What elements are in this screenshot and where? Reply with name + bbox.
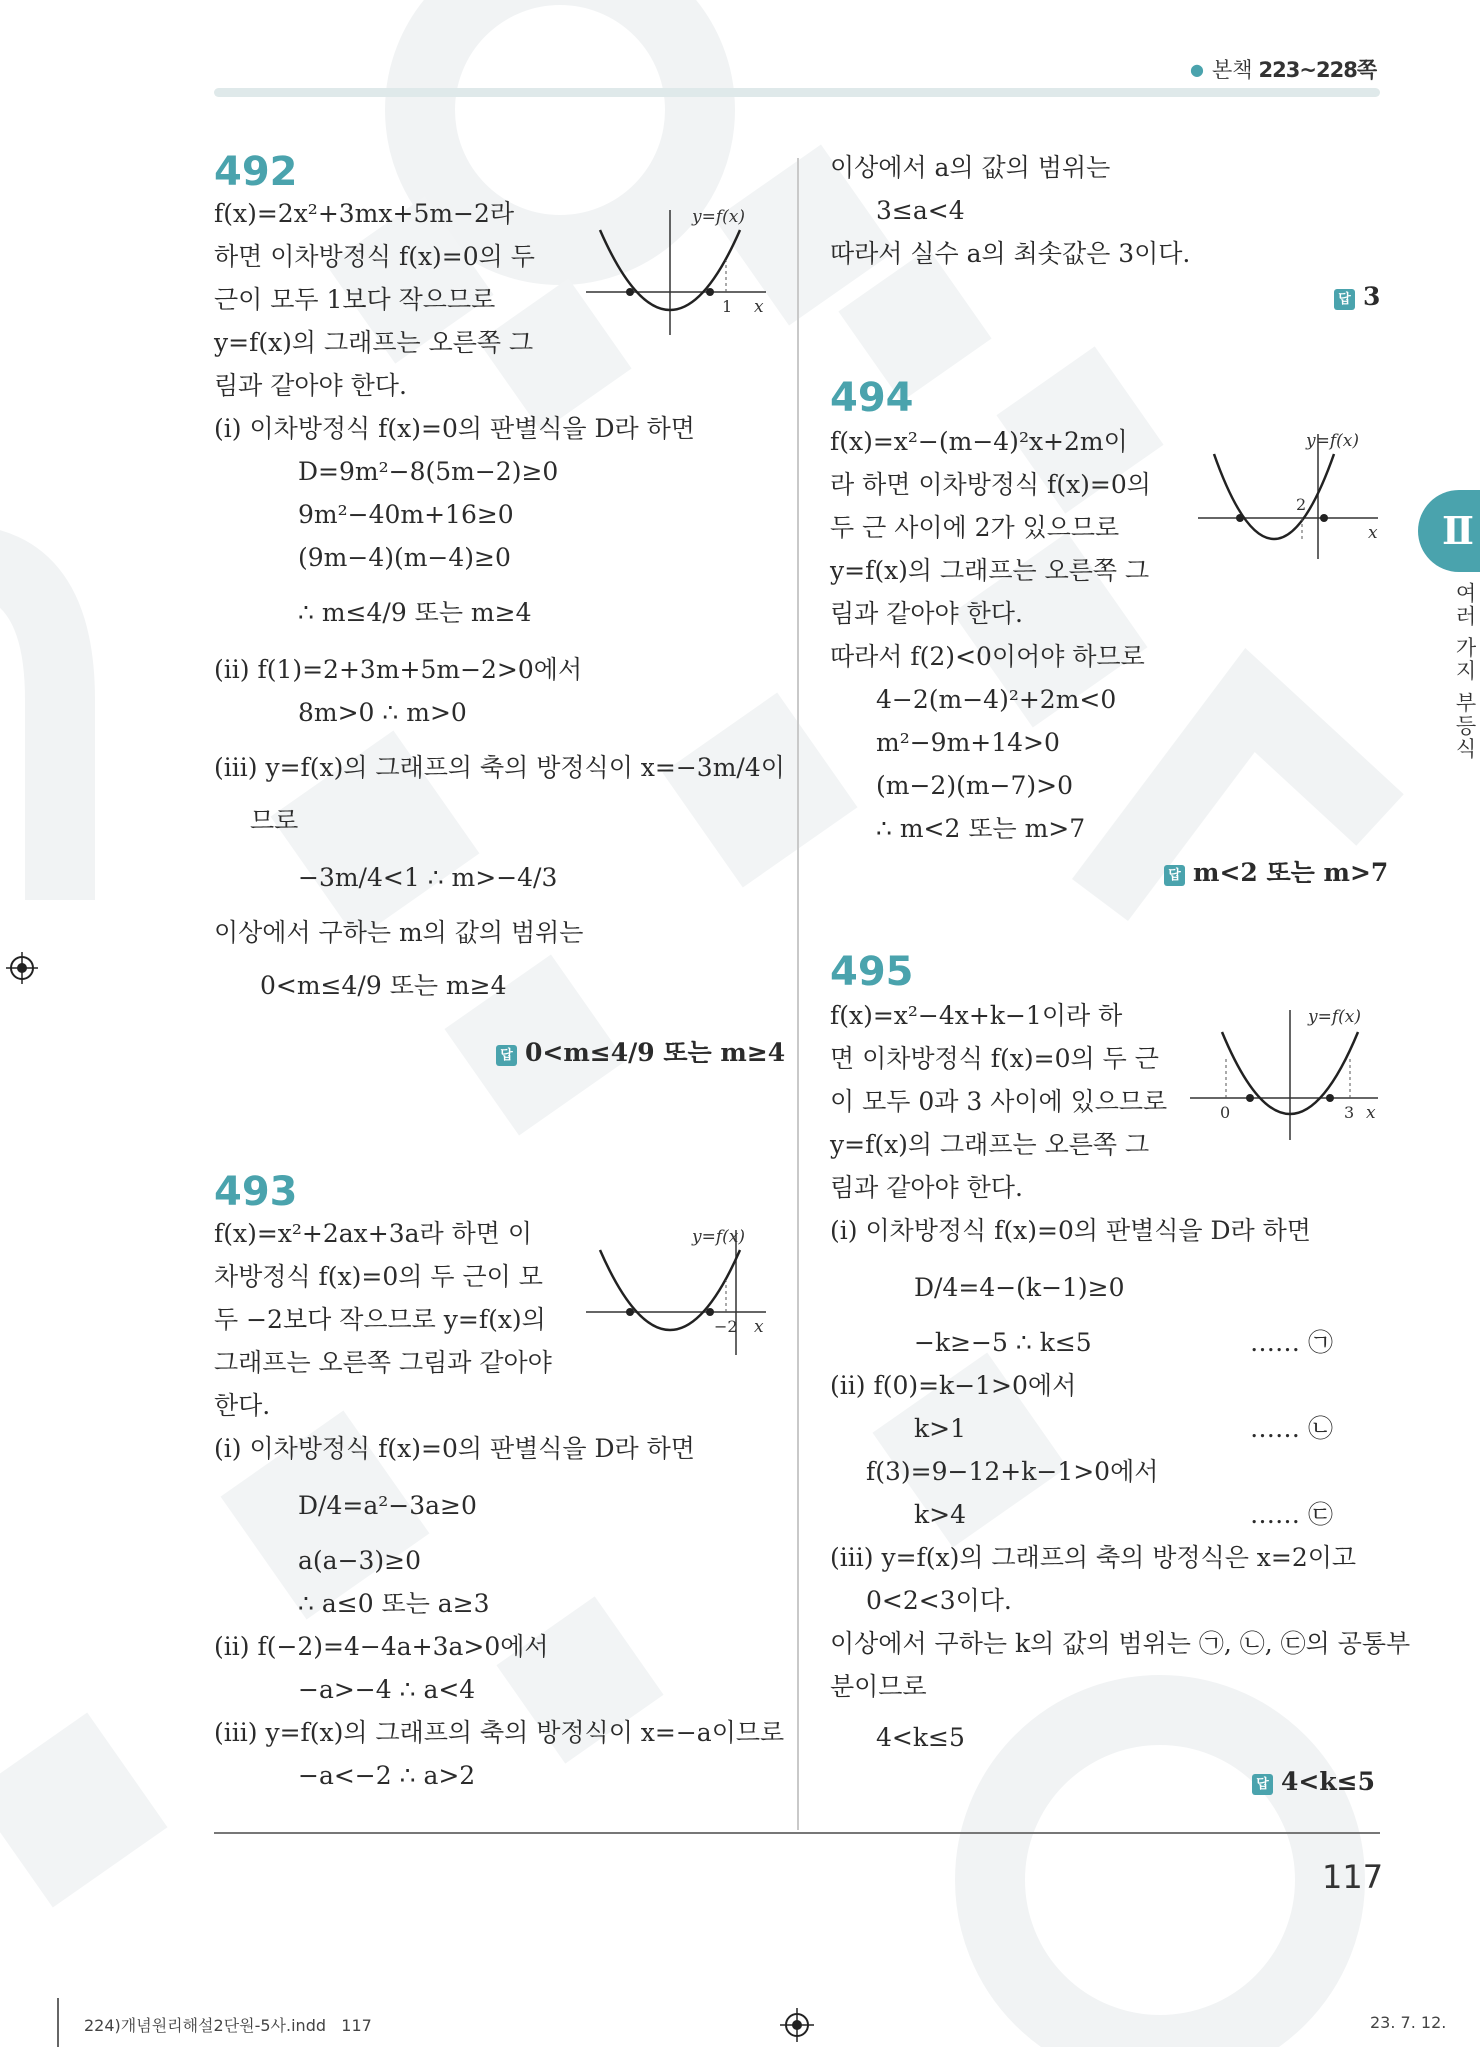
answer-badge-icon: 답 bbox=[496, 1045, 517, 1066]
chapter-numeral: Ⅱ bbox=[1442, 508, 1475, 553]
answer-value: 4<k≤5 bbox=[1281, 1767, 1376, 1796]
graph-mark: 0 bbox=[1220, 1103, 1231, 1122]
text-line: 림과 같아야 한다. bbox=[214, 371, 407, 400]
text-line: y=f(x)의 그래프는 오른쪽 그 bbox=[214, 328, 534, 357]
problem-493 bbox=[214, 1170, 298, 1214]
graph-mark: 3 bbox=[1344, 1103, 1355, 1122]
answer bbox=[1334, 280, 1380, 314]
math-line: m²−9m+14>0 bbox=[876, 728, 1060, 757]
ref-label: 본책 bbox=[1211, 58, 1253, 82]
text-line: 0<2<3이다. bbox=[866, 1586, 1012, 1615]
bullet-icon: ● bbox=[1190, 60, 1204, 79]
math-line: (m−2)(m−7)>0 bbox=[876, 771, 1073, 800]
text-line: (ⅱ) f(1)=2+3m+5m−2>0에서 bbox=[214, 655, 583, 684]
registration-mark-icon bbox=[780, 2008, 814, 2042]
math-line: k>4 bbox=[914, 1500, 967, 1529]
problem-number: 495 bbox=[830, 949, 914, 995]
text-line: 따라서 f(2)<0이어야 하므로 bbox=[830, 642, 1145, 671]
problem-number: 492 bbox=[214, 149, 298, 195]
math-line: ∴ a≤0 또는 a≥3 bbox=[298, 1589, 490, 1618]
text-line: f(x)=x²−4x+k−1이라 하 bbox=[830, 1001, 1123, 1030]
math-line: a(a−3)≥0 bbox=[298, 1546, 422, 1575]
answer-value: 0<m≤4/9 또는 m≥4 bbox=[525, 1038, 786, 1067]
text-line: 이상에서 a의 값의 범위는 bbox=[830, 153, 1111, 182]
graph-mark: 2 bbox=[1296, 495, 1307, 514]
problem-495 bbox=[830, 950, 914, 994]
math-line: (9m−4)(m−4)≥0 bbox=[298, 543, 511, 572]
text-line: 두 근 사이에 2가 있으므로 bbox=[830, 513, 1120, 542]
math-line: k>1 bbox=[914, 1414, 967, 1443]
text-line: 한다. bbox=[214, 1391, 271, 1420]
chapter-label: 여러 가지 부등식 bbox=[1453, 582, 1477, 761]
text-line: 근이 모두 1보다 작으므로 bbox=[214, 285, 496, 314]
text-line: (ⅰ) 이차방정식 f(x)=0의 판별식을 D라 하면 bbox=[214, 414, 695, 443]
math-line: −a>−4 ∴ a<4 bbox=[298, 1675, 476, 1704]
text-line: 면 이차방정식 f(x)=0의 두 근 bbox=[830, 1044, 1159, 1073]
text-line: (ⅰ) 이차방정식 f(x)=0의 판별식을 D라 하면 bbox=[830, 1216, 1311, 1245]
math-line: 3≤a<4 bbox=[876, 196, 965, 225]
column-divider bbox=[797, 158, 799, 1830]
text-line: 라 하면 이차방정식 f(x)=0의 bbox=[830, 470, 1151, 499]
text-line: (ⅲ) y=f(x)의 그래프의 축의 방정식이 x=−a이므로 bbox=[214, 1718, 785, 1747]
answer-value: m<2 또는 m>7 bbox=[1193, 858, 1389, 887]
answer bbox=[496, 1036, 785, 1070]
text-line: (ⅲ) y=f(x)의 그래프의 축의 방정식은 x=2이고 bbox=[830, 1543, 1357, 1572]
math-line: D/4=a²−3a≥0 bbox=[298, 1491, 477, 1520]
text-line: 이상에서 구하는 k의 값의 범위는 ㉠, ㉡, ㉢의 공통부 bbox=[830, 1629, 1411, 1658]
text-line: f(x)=2x²+3mx+5m−2라 bbox=[214, 199, 515, 228]
text-line: 이 모두 0과 3 사이에 있으므로 bbox=[830, 1087, 1168, 1116]
text-line: y=f(x)의 그래프는 오른쪽 그 bbox=[830, 556, 1150, 585]
math-line: −3m/4<1 ∴ m>−4/3 bbox=[298, 863, 558, 892]
text-line: 므로 bbox=[250, 806, 299, 835]
answer bbox=[1164, 856, 1388, 890]
registration-mark-icon bbox=[6, 952, 38, 984]
text-line: (ⅱ) f(−2)=4−4a+3a>0에서 bbox=[214, 1632, 549, 1661]
graph-ylabel: y=f(x) bbox=[1306, 431, 1359, 451]
text-line: 림과 같아야 한다. bbox=[830, 1173, 1023, 1202]
footer-crop-line bbox=[57, 1998, 59, 2047]
graph-494 bbox=[1198, 424, 1388, 564]
problem-number: 493 bbox=[214, 1169, 298, 1215]
answer-badge-icon: 답 bbox=[1164, 865, 1185, 886]
text-line: 하면 이차방정식 f(x)=0의 두 bbox=[214, 242, 535, 271]
graph-xlabel: x bbox=[1368, 523, 1378, 543]
math-line: 4<k≤5 bbox=[876, 1723, 965, 1752]
math-line: ∴ m≤4/9 또는 m≥4 bbox=[298, 598, 532, 627]
text-line: 차방정식 f(x)=0의 두 근이 모 bbox=[214, 1262, 543, 1291]
graph-xlabel: x bbox=[754, 1317, 764, 1337]
answer-badge-icon: 답 bbox=[1252, 1774, 1273, 1795]
math-line: ∴ m<2 또는 m>7 bbox=[876, 814, 1086, 843]
text-line: y=f(x)의 그래프는 오른쪽 그 bbox=[830, 1130, 1150, 1159]
graph-ylabel: y=f(x) bbox=[1308, 1007, 1361, 1027]
graph-xlabel: x bbox=[1366, 1103, 1376, 1123]
graph-mark: 1 bbox=[722, 297, 733, 316]
math-line: D=9m²−8(5m−2)≥0 bbox=[298, 457, 559, 486]
math-line: 8m>0 ∴ m>0 bbox=[298, 698, 467, 727]
answer-value: 3 bbox=[1363, 282, 1381, 311]
math-line: 4−2(m−4)²+2m<0 bbox=[876, 685, 1117, 714]
math-line: −a<−2 ∴ a>2 bbox=[298, 1761, 476, 1790]
graph-493 bbox=[586, 1220, 776, 1360]
condition-marker: …… ㉠ bbox=[1250, 1328, 1333, 1357]
footer-date: 23. 7. 12. bbox=[1370, 2013, 1447, 2032]
text-line: 림과 같아야 한다. bbox=[830, 599, 1023, 628]
text-line: f(x)=x²+2ax+3a라 하면 이 bbox=[214, 1219, 533, 1248]
answer bbox=[1252, 1765, 1375, 1799]
page-reference bbox=[1190, 54, 1376, 84]
graph-ylabel: y=f(x) bbox=[692, 207, 745, 227]
page-number: 117 bbox=[1322, 1858, 1384, 1896]
math-line: 0<m≤4/9 또는 m≥4 bbox=[260, 971, 507, 1000]
footer-filename: 224)개념원리해설2단원-5사.indd 117 bbox=[84, 2016, 372, 2035]
text-line: (ⅲ) y=f(x)의 그래프의 축의 방정식이 x=−3m/4이 bbox=[214, 753, 785, 782]
text-line: 이상에서 구하는 m의 값의 범위는 bbox=[214, 918, 584, 947]
math-line: −k≥−5 ∴ k≤5 bbox=[914, 1328, 1092, 1357]
graph-495 bbox=[1190, 1000, 1390, 1150]
bottom-rule bbox=[214, 1832, 1380, 1834]
text-line: f(x)=x²−(m−4)²x+2m이 bbox=[830, 427, 1128, 456]
text-line: 그래프는 오른쪽 그림과 같아야 bbox=[214, 1348, 552, 1377]
text-line: 따라서 실수 a의 최솟값은 3이다. bbox=[830, 239, 1191, 268]
graph-xlabel: x bbox=[754, 297, 764, 317]
text-line: 두 −2보다 작으므로 y=f(x)의 bbox=[214, 1305, 546, 1334]
problem-494 bbox=[830, 376, 914, 420]
condition-marker: …… ㉡ bbox=[1250, 1414, 1333, 1443]
math-line: 9m²−40m+16≥0 bbox=[298, 500, 514, 529]
text-line: (ⅱ) f(0)=k−1>0에서 bbox=[830, 1371, 1077, 1400]
math-line: f(3)=9−12+k−1>0에서 bbox=[866, 1457, 1159, 1486]
ref-pages: 223~228쪽 bbox=[1258, 58, 1377, 82]
text-line: (ⅰ) 이차방정식 f(x)=0의 판별식을 D라 하면 bbox=[214, 1434, 695, 1463]
math-line: D/4=4−(k−1)≥0 bbox=[914, 1273, 1125, 1302]
condition-marker: …… ㉢ bbox=[1250, 1500, 1333, 1529]
graph-492 bbox=[586, 200, 776, 340]
answer-badge-icon: 답 bbox=[1334, 289, 1355, 310]
problem-number: 494 bbox=[830, 375, 914, 421]
text-line: 분이므로 bbox=[830, 1672, 927, 1701]
graph-mark: −2 bbox=[714, 1317, 738, 1336]
problem-492 bbox=[214, 150, 298, 194]
header-bar bbox=[214, 88, 1380, 97]
graph-ylabel: y=f(x) bbox=[692, 1227, 745, 1247]
